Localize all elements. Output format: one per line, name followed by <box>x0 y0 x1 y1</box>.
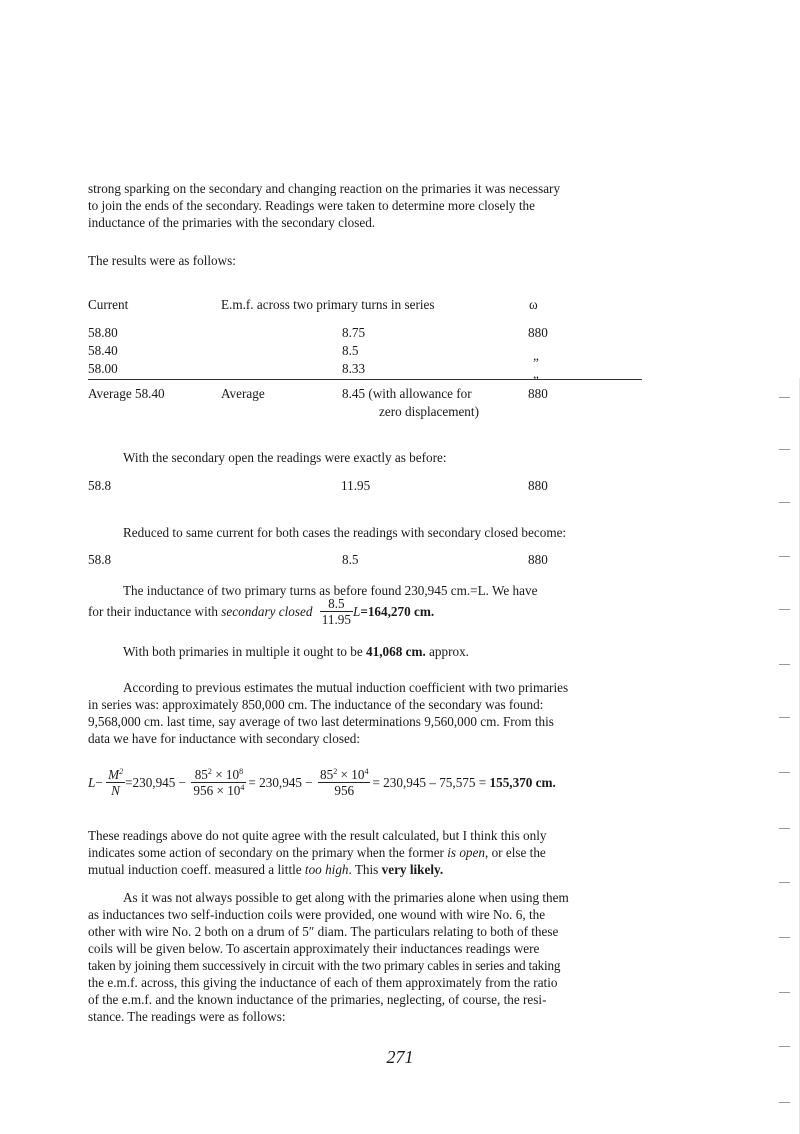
header-emf: E.m.f. across two primary turns in series <box>221 297 435 312</box>
eq3-times-10: × 10 <box>337 767 365 782</box>
margin-tick <box>779 717 790 718</box>
eq-frac3-denominator: 956 <box>334 783 355 798</box>
eq-M: M <box>108 767 120 782</box>
margin-tick <box>779 828 790 829</box>
inductance-ratio-fraction <box>320 596 353 627</box>
discussion-3b: . This <box>348 862 382 877</box>
coils-line-2: as inductances two self-induction coils were provided, one wound with wire No. 6, the <box>88 907 546 922</box>
margin-tick <box>779 449 790 450</box>
table-row <box>0 342 800 363</box>
average-current: Average 58.40 <box>88 386 165 401</box>
eq-10-exp: 8 <box>239 767 244 776</box>
intro-line-2: to join the ends of the secondary. Readings were taken to determine more closely the <box>88 198 536 213</box>
eq3-85: 85 <box>320 767 334 782</box>
cell-current: 58.80 <box>88 325 118 340</box>
margin-tick <box>779 882 790 883</box>
table-row <box>0 360 800 381</box>
coils-line-4: coils will be given below. To ascertain approximately their inductances readings were <box>88 941 540 956</box>
eq-956-10: 956 × 10 <box>193 783 241 798</box>
margin-tick <box>779 609 790 610</box>
eq-step-2: = 230,945 − <box>248 775 313 790</box>
inductance-line-2 <box>88 596 434 627</box>
average-label: Average <box>221 386 265 401</box>
eq-fraction-2 <box>191 767 246 798</box>
eq-frac3-numerator <box>318 767 370 783</box>
discussion-line-3 <box>88 861 643 878</box>
cell-current: 58.40 <box>88 343 118 358</box>
reduced-text: Reduced to same current for both cases the readings with secondary closed become: <box>123 525 567 540</box>
coils-line-3: other with wire No. 2 both on a drum of 5″ diam. The particulars relating to both of these <box>88 924 559 939</box>
margin-tick <box>779 1102 790 1103</box>
results-intro: The results were as follows: <box>88 253 236 268</box>
average-emf-note: zero displacement) <box>379 404 479 419</box>
margin-tick <box>779 937 790 938</box>
table-average-note-row <box>0 403 800 420</box>
average-emf: 8.45 (with allowance for <box>342 386 472 401</box>
eq-den-exp: 4 <box>240 783 245 792</box>
inductance-result: =164,270 cm. <box>360 604 435 619</box>
eq-M-exp: 2 <box>119 767 124 776</box>
reduced-row <box>0 551 800 568</box>
intro-paragraph <box>88 180 643 231</box>
table-row <box>0 324 800 341</box>
eq-frac2-denominator <box>191 783 246 798</box>
reduced-current: 58.8 <box>88 552 112 567</box>
discussion-2a: indicates some action of secondary on the primary when the former <box>88 845 448 860</box>
eq-fraction-m2-n <box>106 767 125 798</box>
coils-line-5: taken by joining them successively in circuit with the two primary cables in series and taking <box>88 958 561 973</box>
discussion-line-2 <box>88 844 643 861</box>
average-omega: 880 <box>528 386 548 401</box>
coils-paragraph <box>88 889 643 1025</box>
coils-line-7: of the e.m.f. and the known inductance of the primaries, neglecting, of course, the resi- <box>88 992 547 1007</box>
cell-current: 58.00 <box>88 361 118 376</box>
margin-tick <box>779 772 790 773</box>
eq-85: 85 <box>194 767 208 782</box>
inductance-line-1: The inductance of two primary turns as before found 230,945 cm.=L. We have <box>123 583 538 598</box>
secondary-open-text: With the secondary open the readings were exactly as before: <box>123 450 447 465</box>
header-omega: ω <box>529 297 538 312</box>
table-rule <box>88 379 642 380</box>
reduced-emf: 8.5 <box>342 552 359 567</box>
ratio-denominator: 11.95 <box>321 612 351 627</box>
secondary-open-row <box>0 477 800 494</box>
discussion-line-1: These readings above do not quite agree with the result calculated, but I think this only <box>88 828 547 843</box>
multiple-suffix: approx. <box>425 644 469 659</box>
mutual-line-1: According to previous estimates the mutual induction coefficient with two primaries <box>123 680 569 695</box>
inductance-L: L <box>352 604 361 619</box>
margin-tick <box>779 664 790 665</box>
eq-frac2-numerator <box>191 767 246 783</box>
eq-85-exp: 2 <box>207 767 212 776</box>
discussion-too-high: too high <box>304 862 349 877</box>
mutual-line-3: 9,568,000 cm. last time, say average of two last determinations 9,560,000 cm. From this <box>88 714 554 729</box>
discussion-2b: , or else the <box>484 845 546 860</box>
open-emf: 11.95 <box>341 478 371 493</box>
discussion-paragraph <box>88 827 643 878</box>
cell-emf: 8.75 <box>342 325 366 340</box>
cell-omega: „ <box>533 366 539 381</box>
multiple-value: 41,068 cm. <box>366 644 426 659</box>
eq3-85-exp: 2 <box>333 767 338 776</box>
mutual-paragraph <box>88 679 643 747</box>
cell-omega: „ <box>533 348 539 363</box>
intro-line-3: inductance of the primaries with the secondary closed. <box>88 215 376 230</box>
cell-emf: 8.33 <box>342 361 366 376</box>
mutual-line-2: in series was: approximately 850,000 cm. The inductance of the secondary was found: <box>88 697 544 712</box>
eq-times-10: × 10 <box>211 767 240 782</box>
table-average-row <box>0 385 800 402</box>
margin-tick <box>779 502 790 503</box>
coils-line-1: As it was not always possible to get along with the primaries alone when using them <box>123 890 569 905</box>
cell-emf: 8.5 <box>342 343 359 358</box>
eq-frac1-denominator: N <box>111 783 120 798</box>
cell-omega: 880 <box>528 325 548 340</box>
open-omega: 880 <box>528 478 548 493</box>
discussion-very-likely: very likely. <box>381 862 444 877</box>
eq-fraction-3 <box>318 767 370 798</box>
intro-line-1: strong sparking on the secondary and changing reaction on the primaries it was necessary <box>88 181 561 196</box>
reduced-omega: 880 <box>528 552 548 567</box>
multiple-prefix: With both primaries in multiple it ought to be <box>123 644 367 659</box>
margin-tick <box>779 556 790 557</box>
eq-step-1: =230,945 − <box>125 775 187 790</box>
margin-tick <box>779 397 790 398</box>
margin-tick <box>779 1046 790 1047</box>
open-current: 58.8 <box>88 478 112 493</box>
multiple-line <box>123 643 469 660</box>
mutual-line-4: data we have for inductance with secondary closed: <box>88 731 361 746</box>
eq-L: L <box>88 775 96 790</box>
discussion-3a: mutual induction coeff. measured a little <box>88 862 305 877</box>
coils-line-8: stance. The readings were as follows: <box>88 1009 286 1024</box>
eq-frac1-numerator <box>106 767 125 783</box>
ratio-numerator: 8.5 <box>320 596 353 612</box>
header-current: Current <box>88 297 129 312</box>
coils-line-6: the e.m.f. across, this giving the inductance of each of them approximately from the ratio <box>88 975 558 990</box>
eq3-10-exp: 4 <box>364 767 369 776</box>
eq-result: 155,370 cm. <box>489 775 556 790</box>
eq-minus: − <box>95 775 103 790</box>
inductance-prefix: for their inductance with <box>88 604 222 619</box>
eq-step-3: = 230,945 – 75,575 = <box>372 775 490 790</box>
inductance-equation <box>88 767 556 798</box>
table-header <box>0 296 800 313</box>
discussion-is-open: is open <box>447 845 485 860</box>
page-number: 271 <box>386 1047 414 1067</box>
margin-tick <box>779 992 790 993</box>
inductance-secondary-closed: secondary closed <box>221 604 313 619</box>
